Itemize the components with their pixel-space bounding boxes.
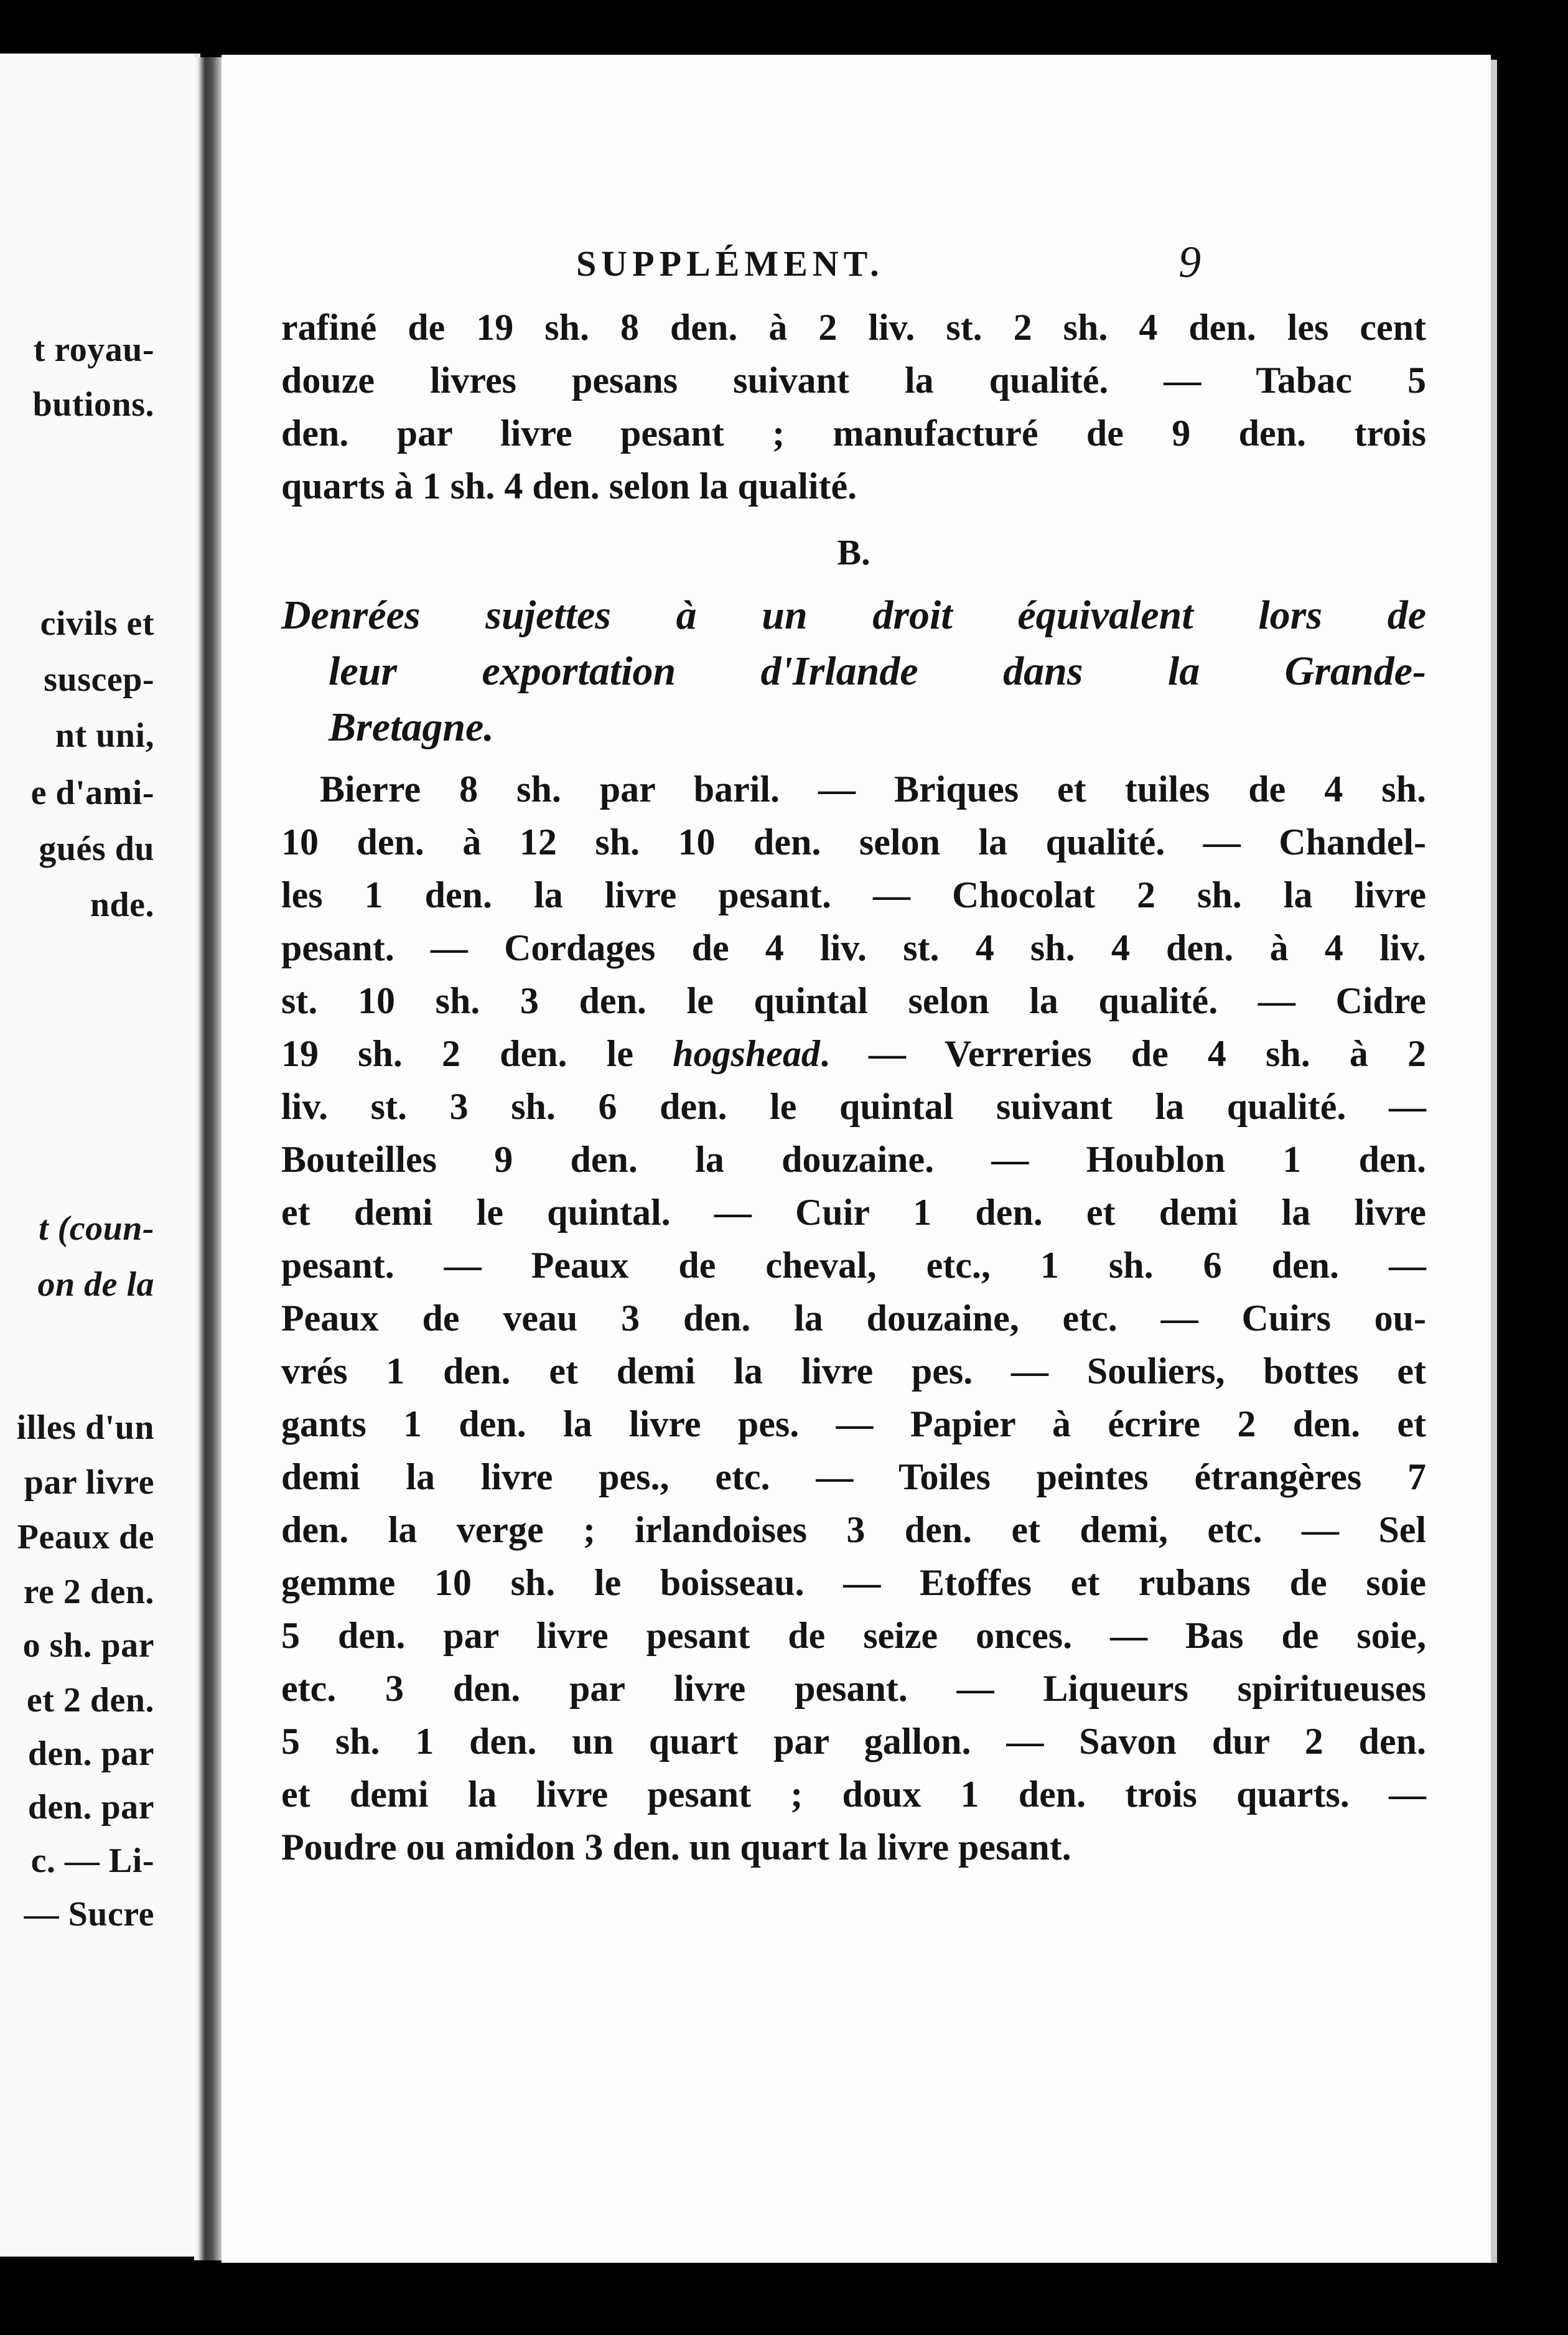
text-line: 5 sh. 1 den. un quart par gallon. — Savon dur 2 den. <box>281 1721 1426 1762</box>
text-line: douze livres pesans suivant la qualité. — Tabac 5 <box>281 360 1426 401</box>
text-line: etc. 3 den. par livre pesant. — Liqueurs spiritueuses <box>281 1668 1426 1709</box>
text-line: et demi le quintal. — Cuir 1 den. et demi la livre <box>281 1192 1426 1233</box>
text-line: 10 den. à 12 sh. 10 den. selon la qualité. — Chandel- <box>281 821 1426 863</box>
left-text-fragment: et 2 den. <box>26 1681 154 1720</box>
left-text-fragment: Peaux de <box>17 1518 154 1556</box>
text-line: Bierre 8 sh. par baril. — Briques et tuiles de 4 sh. <box>320 769 1426 810</box>
left-text-fragment: illes d'un <box>16 1408 154 1447</box>
page-number: 9 <box>1178 237 1201 287</box>
text-line: et demi la livre pesant ; doux 1 den. trois quarts. — <box>281 1774 1426 1815</box>
left-text-fragment: gués du <box>39 830 154 868</box>
left-text-fragment: den. par <box>27 1788 154 1827</box>
heading-line: leur exportation d'Irlande dans la Grande- <box>329 648 1426 694</box>
left-text-fragment: par livre <box>24 1463 154 1502</box>
text-line: Bouteilles 9 den. la douzaine. — Houblon 1 den. <box>281 1139 1426 1180</box>
text-line: den. par livre pesant ; manufacturé de 9 den. trois <box>281 413 1426 454</box>
text-line: 5 den. par livre pesant de seize onces. — Bas de soie, <box>281 1615 1426 1656</box>
left-text-fragment: e d'ami- <box>30 774 154 812</box>
left-text-fragment: suscep- <box>44 660 154 699</box>
text-line: vrés 1 den. et demi la livre pes. — Souliers, bottes et <box>281 1350 1426 1392</box>
left-text-fragment: t (coun- <box>39 1209 154 1248</box>
left-text-fragment: den. par <box>27 1734 154 1773</box>
paragraph-duties-list <box>281 763 1426 1874</box>
text-line: rafiné de 19 sh. 8 den. à 2 liv. st. 2 sh. 4 den. les cent <box>281 307 1426 348</box>
left-text-fragment: — Sucre <box>24 1895 154 1934</box>
running-head: SUPPLÉMENT. <box>576 243 884 284</box>
book-gutter-shadow <box>194 57 222 2260</box>
text-line: Peaux de veau 3 den. la douzaine, etc. — Cuirs ou- <box>281 1298 1426 1339</box>
left-text-fragment: nt uni, <box>55 716 154 755</box>
book-page <box>222 55 1491 2263</box>
left-text-fragment: t royau- <box>33 330 154 369</box>
left-text-fragment: butions. <box>32 385 154 424</box>
text-line: st. 10 sh. 3 den. le quintal selon la qualité. — Cidre <box>281 980 1426 1021</box>
text-line: demi la livre pes., etc. — Toiles peintes étrangères 7 <box>281 1456 1426 1497</box>
text-line: les 1 den. la livre pesant. — Chocolat 2 sh. la livre <box>281 874 1426 915</box>
heading-line: Denrées sujettes à un droit équivalent lors de <box>281 592 1426 638</box>
text-line: liv. st. 3 sh. 6 den. le quintal suivant la qualité. — <box>281 1086 1426 1127</box>
left-text-fragment: nde. <box>90 886 154 924</box>
text-line: 19 sh. 2 den. le hogshead. — Verreries de 4 sh. à 2 <box>281 1033 1426 1074</box>
left-text-fragment: o sh. par <box>22 1626 154 1665</box>
text-line: Poudre ou amidon 3 den. un quart la livre pesant. <box>281 1827 1071 1868</box>
left-text-fragment: civils et <box>40 604 154 643</box>
text-line: gants 1 den. la livre pes. — Papier à écrire 2 den. et <box>281 1403 1426 1444</box>
heading-line: Bretagne. <box>329 704 494 750</box>
text-line: pesant. — Cordages de 4 liv. st. 4 sh. 4 den. à 4 liv. <box>281 927 1426 968</box>
text-line: gemme 10 sh. le boisseau. — Etoffes et rubans de soie <box>281 1562 1426 1603</box>
page-body <box>281 301 1426 1874</box>
text-line: quarts à 1 sh. 4 den. selon la qualité. <box>281 466 857 507</box>
left-facing-page <box>0 54 200 2257</box>
text-line: pesant. — Peaux de cheval, etc., 1 sh. 6 den. — <box>281 1245 1426 1286</box>
text-line: den. la verge ; irlandoises 3 den. et demi, etc. — Sel <box>281 1509 1426 1550</box>
section-mark: B. <box>837 532 870 573</box>
left-text-fragment: c. — Li- <box>30 1841 154 1880</box>
left-text-fragment: re 2 den. <box>23 1573 154 1611</box>
left-text-fragment: on de la <box>37 1265 154 1304</box>
section-heading <box>281 587 1426 756</box>
paragraph-continued <box>281 301 1426 513</box>
